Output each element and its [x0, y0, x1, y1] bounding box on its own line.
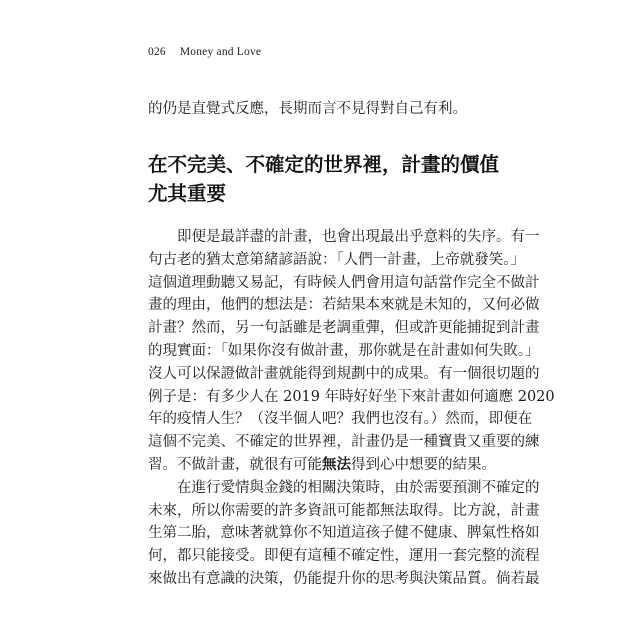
page-number: 026 — [148, 46, 166, 58]
text-line: 計畫？然而，另一句話雖是老調重彈，但或許更能捕捉到計畫 — [148, 320, 540, 337]
text-line: 在進行愛情與金錢的相關決策時，由於需要預測不確定的 — [148, 479, 540, 496]
carry-over-text: 的仍是直覺式反應，長期而言不見得對自己有利。 — [148, 101, 467, 117]
text-line: 生第二胎，意味著就算你不知道這孩子健不健康、脾氣性格如 — [148, 525, 540, 542]
text-line: 畫的理由，他們的想法是：若結果本來就是未知的，又何必做 — [148, 297, 540, 314]
text-line: 這個不完美、不確定的世界裡，計畫仍是一種寶貴又重要的練 — [148, 434, 540, 451]
text-line: 例子是：有多少人在 2019 年時好好坐下來計畫如何適應 2020 — [148, 388, 555, 405]
text-line: 未來，所以你需要的許多資訊可能都無法取得。比方說，計畫 — [148, 502, 540, 519]
text-line: 何，都只能接受。即便有這種不確定性，運用一套完整的流程 — [148, 548, 540, 565]
text-line: 即便是最詳盡的計畫，也會出現最出乎意料的失序。有一 — [148, 229, 540, 245]
text-line: 這個道理動聽又易記，有時候人們會用這句話當作完全不做計 — [148, 274, 540, 291]
section-heading-line-1: 在不完美、不確定的世界裡，計畫的價值 — [148, 153, 500, 176]
text-run: 習。不做計畫，就很有可能 — [148, 456, 322, 473]
running-head — [148, 46, 261, 58]
text-line: 句古老的猶太意第緒諺語說：「人們一計畫，上帝就發笑。」 — [148, 251, 525, 268]
book-title: Money and Love — [179, 46, 262, 58]
text-run: 得到心中想要的結果。 — [351, 456, 496, 473]
body-text — [148, 226, 555, 591]
text-line-emphasis — [148, 454, 496, 477]
text-line: 的現實面：「如果你沒有做計畫，那你就是在計畫如何失敗。」 — [148, 342, 540, 359]
emphasized-text: 無法 — [322, 455, 351, 473]
text-line: 沒人可以保證做計畫就能得到規劃中的成果。有一個很切題的 — [148, 365, 540, 382]
section-heading-line-2: 尤其重要 — [148, 182, 227, 205]
section-heading — [148, 150, 500, 208]
text-line: 年的疫情人生？（沒半個人吧？我們也沒有。）然而，即便在 — [148, 411, 533, 428]
text-line: 來做出有意識的決策，仍能提升你的思考與決策品質。倘若最 — [148, 570, 540, 587]
